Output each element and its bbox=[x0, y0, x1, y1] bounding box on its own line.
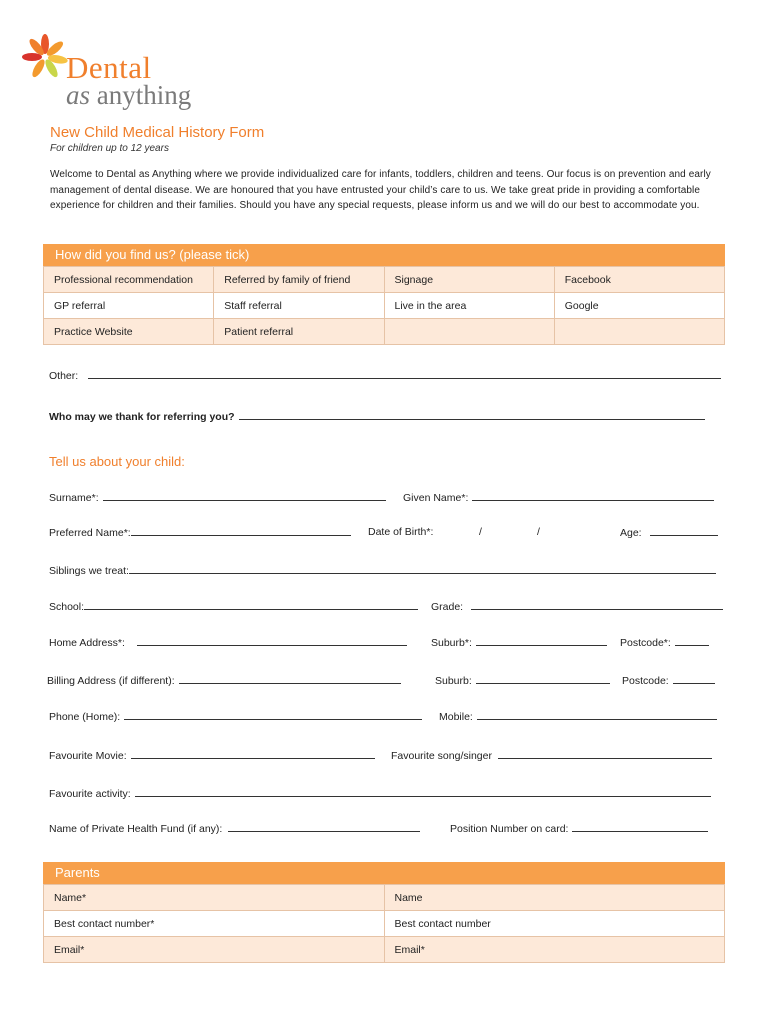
how-found-section bbox=[43, 244, 725, 345]
dob-separator-1: / bbox=[479, 526, 482, 538]
position-number-field[interactable]: Position Number on card: bbox=[450, 822, 708, 835]
surname-field[interactable]: Surname*: bbox=[49, 491, 386, 504]
parent1-name-cell[interactable]: Name* bbox=[44, 885, 385, 911]
option-cell[interactable]: Referred by family of friend bbox=[214, 267, 384, 293]
postcode-required-field[interactable]: Postcode*: bbox=[620, 636, 709, 649]
logo-wordmark-tagline: as anything bbox=[66, 80, 192, 110]
parent2-name-cell[interactable]: Name bbox=[384, 885, 725, 911]
parent2-phone-cell[interactable]: Best contact number bbox=[384, 911, 725, 937]
school-field[interactable]: School: bbox=[49, 600, 418, 613]
form-subtitle: For children up to 12 years bbox=[50, 143, 169, 154]
option-cell[interactable]: Patient referral bbox=[214, 319, 384, 345]
billing-address-field[interactable]: Billing Address (if different): bbox=[47, 674, 401, 687]
home-address-field[interactable]: Home Address*: bbox=[49, 636, 407, 649]
other-label: Other: bbox=[49, 370, 79, 382]
how-found-heading: How did you find us? (please tick) bbox=[43, 244, 725, 266]
option-cell[interactable]: Signage bbox=[384, 267, 554, 293]
option-cell[interactable]: Practice Website bbox=[44, 319, 214, 345]
option-cell[interactable]: Google bbox=[554, 293, 724, 319]
logo-leaf-icon bbox=[22, 34, 68, 80]
age-field[interactable]: Age: bbox=[620, 526, 718, 539]
siblings-field[interactable]: Siblings we treat: bbox=[49, 564, 716, 577]
parents-table bbox=[43, 884, 725, 963]
given-name-field[interactable]: Given Name*: bbox=[403, 491, 714, 504]
parents-section bbox=[43, 862, 725, 963]
other-field[interactable] bbox=[49, 369, 721, 382]
option-cell[interactable] bbox=[384, 319, 554, 345]
favourite-song-field[interactable]: Favourite song/singer bbox=[391, 749, 712, 762]
how-found-table bbox=[43, 266, 725, 345]
option-cell[interactable]: Professional recommendation bbox=[44, 267, 214, 293]
parents-heading: Parents bbox=[43, 862, 725, 884]
form-title: New Child Medical History Form bbox=[50, 124, 265, 141]
logo-wordmark-dental: Dental bbox=[66, 50, 152, 85]
option-cell[interactable] bbox=[554, 319, 724, 345]
referrer-field[interactable] bbox=[49, 410, 705, 423]
preferred-name-field[interactable]: Preferred Name*: bbox=[49, 526, 351, 539]
parent1-phone-cell[interactable]: Best contact number* bbox=[44, 911, 385, 937]
referrer-label: Who may we thank for referring you? bbox=[49, 411, 235, 423]
parent1-email-cell[interactable]: Email* bbox=[44, 937, 385, 963]
billing-postcode-field[interactable]: Postcode: bbox=[622, 674, 715, 687]
mobile-field[interactable]: Mobile: bbox=[439, 710, 717, 723]
child-section-heading: Tell us about your child: bbox=[49, 454, 185, 469]
intro-paragraph: Welcome to Dental as Anything where we provide individualized care for infants, toddlers, children and teens. Our focus is on prevention and early management of dental disease. We are honoured that you have entrusted your child’s care to us. We take great pride in providing a comfortable experience for children and their families. Should you have any special requests, please inform us and we will do our best to accommodate you. bbox=[50, 169, 711, 211]
dob-separator-2: / bbox=[537, 526, 540, 538]
dob-field[interactable]: Date of Birth*: bbox=[368, 526, 434, 538]
health-fund-field[interactable]: Name of Private Health Fund (if any): bbox=[49, 822, 420, 835]
option-cell[interactable]: Live in the area bbox=[384, 293, 554, 319]
suburb-required-field[interactable]: Suburb*: bbox=[431, 636, 607, 649]
option-cell[interactable]: GP referral bbox=[44, 293, 214, 319]
parent2-email-cell[interactable]: Email* bbox=[384, 937, 725, 963]
grade-field[interactable]: Grade: bbox=[431, 600, 723, 613]
favourite-movie-field[interactable]: Favourite Movie: bbox=[49, 749, 375, 762]
option-cell[interactable]: Facebook bbox=[554, 267, 724, 293]
phone-home-field[interactable]: Phone (Home): bbox=[49, 710, 422, 723]
billing-suburb-field[interactable]: Suburb: bbox=[435, 674, 610, 687]
option-cell[interactable]: Staff referral bbox=[214, 293, 384, 319]
favourite-activity-field[interactable]: Favourite activity: bbox=[49, 787, 711, 800]
